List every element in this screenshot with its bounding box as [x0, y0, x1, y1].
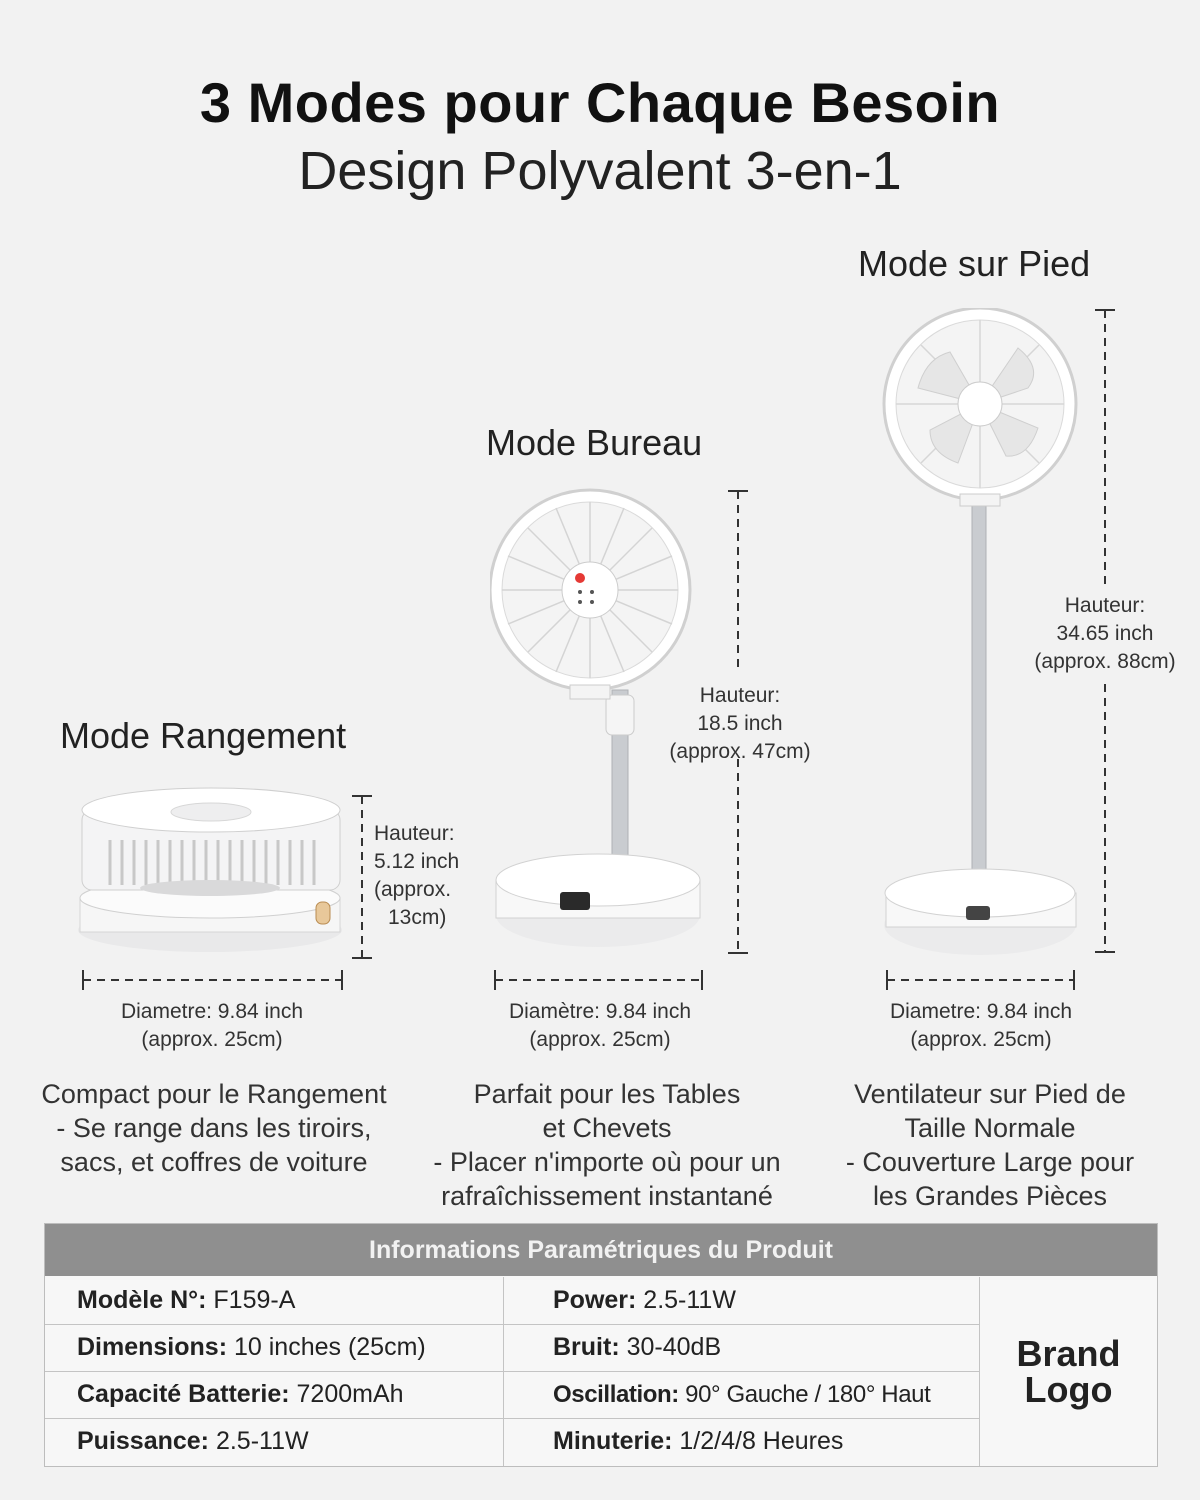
spec-key: Puissance: — [77, 1427, 210, 1455]
spec-table-header: Informations Paramétriques du Produit — [45, 1224, 1157, 1276]
spec-key: Power: — [553, 1286, 637, 1314]
diameter-line: Diametre: 9.84 inch — [889, 1000, 1073, 1023]
standing-height-text — [1012, 592, 1198, 676]
description-line: Parfait pour les Tables — [473, 1079, 741, 1109]
spec-value: 90° Gauche / 180° Haut — [678, 1381, 931, 1408]
height-line: 18.5 inch — [697, 712, 783, 735]
spec-cell — [503, 1418, 979, 1465]
description-line: rafraîchissement instantané — [441, 1181, 773, 1211]
storage-diameter-bracket — [80, 968, 346, 992]
spec-cell — [45, 1277, 503, 1324]
diameter-line: (approx. 25cm) — [910, 1028, 1052, 1051]
description-line: Ventilateur sur Pied de — [854, 1079, 1126, 1109]
spec-value: 10 inches (25cm) — [227, 1333, 426, 1361]
spec-value: 1/2/4/8 Heures — [672, 1427, 844, 1455]
description-line: - Couverture Large pour — [845, 1147, 1135, 1177]
storage-description — [14, 1077, 414, 1179]
desk-diameter-text — [450, 998, 750, 1054]
spec-key: Bruit: — [553, 1333, 620, 1361]
storage-diameter-text — [62, 998, 362, 1054]
spec-key: Oscillation: — [553, 1381, 679, 1408]
height-line: Hauteur: — [374, 822, 455, 845]
mode-standing-label: Mode sur Pied — [858, 243, 1091, 284]
height-line: 5.12 inch — [374, 850, 460, 873]
description-line: les Grandes Pièces — [872, 1181, 1108, 1211]
spec-key: Modèle N°: — [77, 1286, 207, 1314]
spec-cell — [503, 1324, 979, 1371]
description-line: et Chevets — [542, 1113, 672, 1143]
description-line: sacs, et coffres de voiture — [60, 1147, 368, 1177]
height-line: (approx. 47cm) — [669, 740, 811, 763]
spec-key: Minuterie: — [553, 1427, 673, 1455]
spec-table — [44, 1223, 1158, 1467]
diameter-line: (approx. 25cm) — [141, 1028, 283, 1051]
spec-cell — [45, 1324, 503, 1371]
standing-diameter-bracket — [884, 968, 1078, 992]
height-line: Hauteur: — [699, 684, 781, 707]
brand-logo-line: Brand — [1016, 1332, 1121, 1374]
mode-desk-label: Mode Bureau — [486, 422, 703, 463]
description-line: Taille Normale — [904, 1113, 1076, 1143]
spec-key: Capacité Batterie: — [77, 1380, 290, 1408]
page-subtitle: Design Polyvalent 3-en-1 — [298, 141, 902, 201]
brand-logo-line: Logo — [1024, 1368, 1113, 1410]
mode-storage-label: Mode Rangement — [60, 715, 347, 756]
brand-logo — [980, 1277, 1157, 1466]
desk-diameter-bracket — [492, 968, 706, 992]
height-line: 13cm) — [388, 906, 447, 929]
diameter-line: Diamètre: 9.84 inch — [508, 1000, 692, 1023]
page-title: 3 Modes pour Chaque Besoin — [199, 71, 1001, 134]
spec-cell — [45, 1418, 503, 1465]
diameter-line: (approx. 25cm) — [529, 1028, 671, 1051]
height-line: Hauteur: — [1064, 594, 1146, 617]
description-line: - Placer n'importe où pour un — [433, 1147, 781, 1177]
spec-cell — [503, 1371, 979, 1418]
standing-description — [800, 1077, 1180, 1213]
storage-height-bracket — [350, 792, 374, 962]
diameter-line: Diametre: 9.84 inch — [120, 1000, 304, 1023]
spec-key: Dimensions: — [77, 1333, 228, 1361]
spec-table-body — [45, 1277, 1157, 1466]
spec-value: F159-A — [206, 1286, 296, 1314]
height-line: 34.65 inch — [1056, 622, 1154, 645]
spec-value: 30-40dB — [619, 1333, 722, 1361]
storage-mode-fan-image — [70, 780, 370, 970]
standing-diameter-text — [831, 998, 1131, 1054]
spec-value: 7200mAh — [289, 1380, 404, 1408]
height-line: (approx. — [374, 878, 452, 901]
desk-description — [402, 1077, 812, 1213]
height-line: (approx. 88cm) — [1034, 650, 1176, 673]
spec-cell — [503, 1277, 979, 1324]
spec-cell — [45, 1371, 503, 1418]
description-line: - Se range dans les tiroirs, — [56, 1113, 372, 1143]
desk-height-text — [650, 682, 830, 766]
spec-value: 2.5-11W — [636, 1286, 736, 1314]
description-line: Compact pour le Rangement — [41, 1079, 387, 1109]
spec-value: 2.5-11W — [209, 1427, 309, 1455]
storage-height-text — [374, 820, 470, 932]
